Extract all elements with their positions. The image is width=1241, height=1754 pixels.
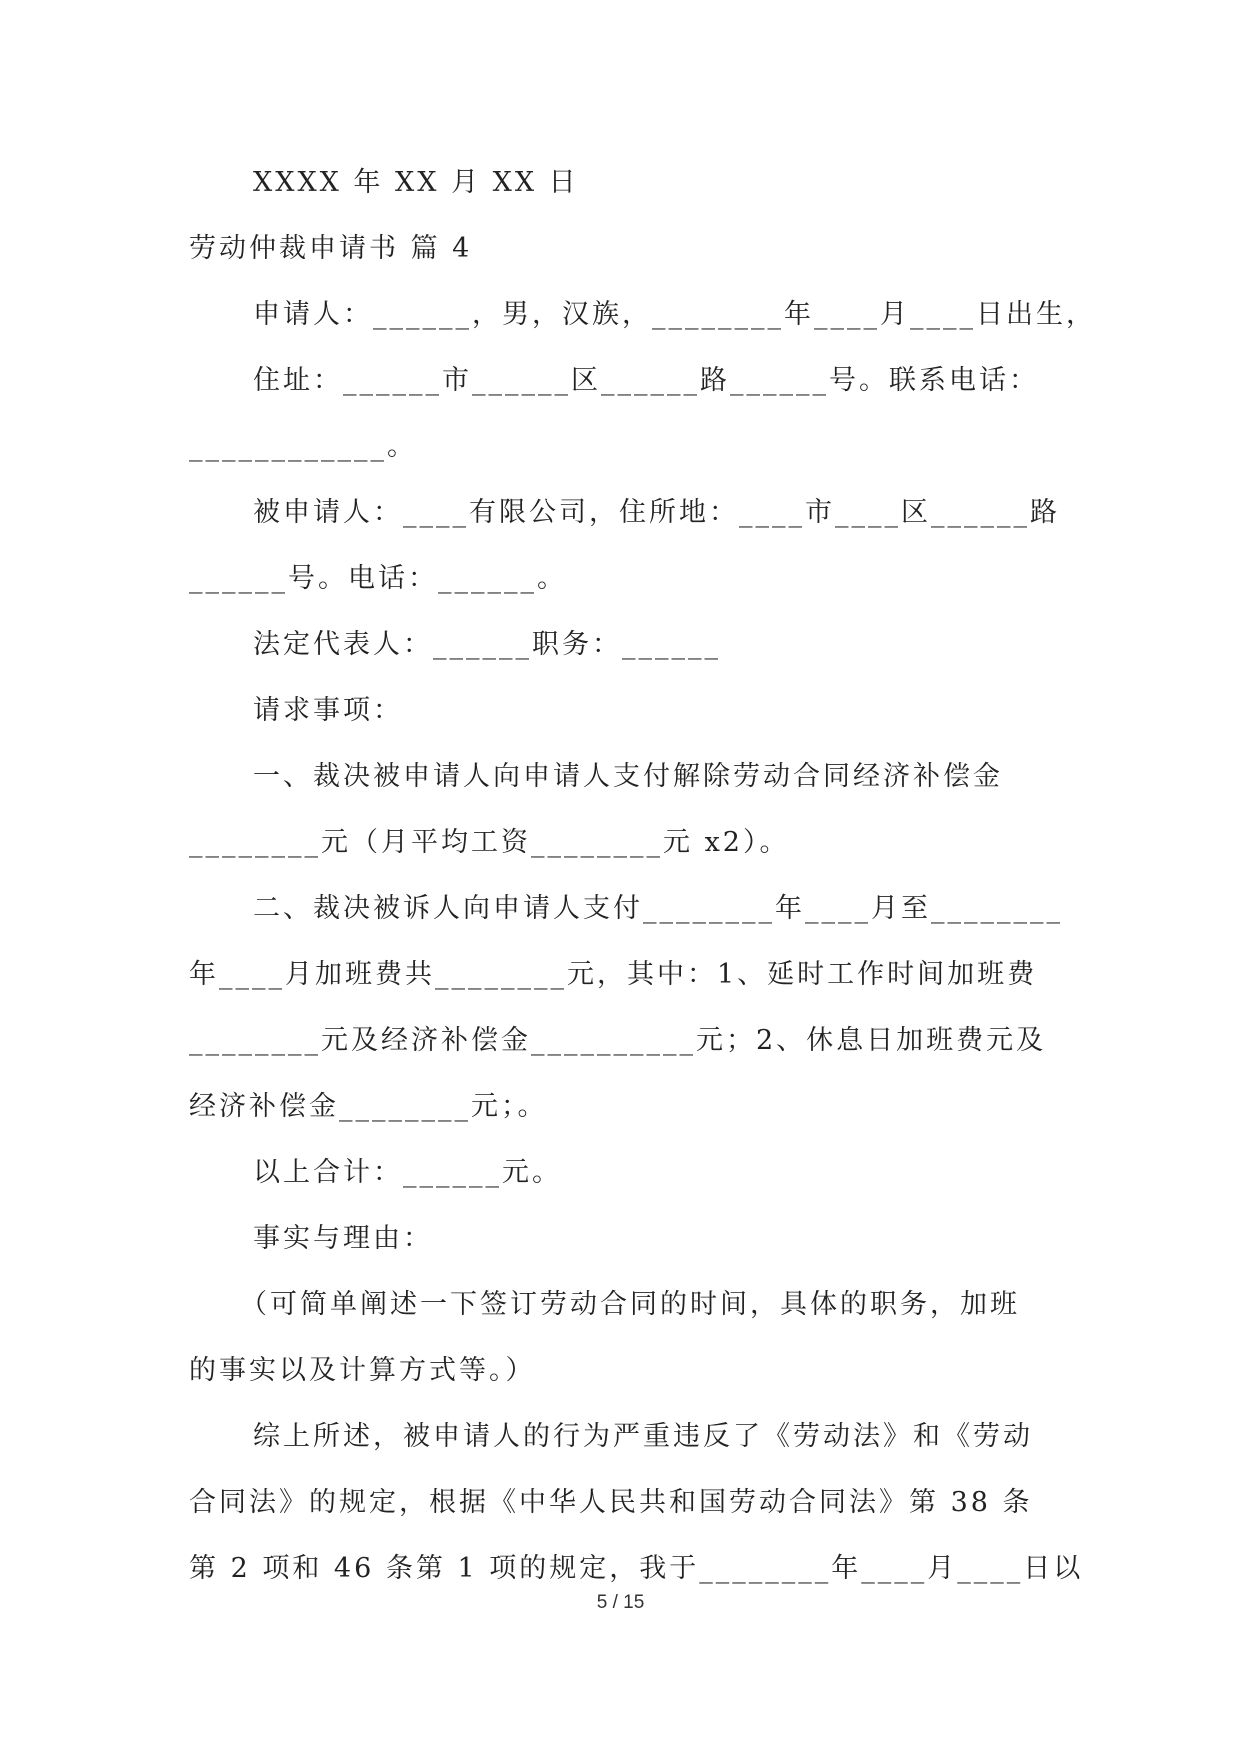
total-line: 以上合计：______元。	[253, 1157, 562, 1188]
date-line: XXXX 年 XX 月 XX 日	[253, 167, 579, 198]
facts-note-line-2: 的事实以及计算方式等。）	[189, 1355, 536, 1386]
claim-one-line-2: ________元（月平均工资________元 x2）。	[189, 827, 790, 858]
page-number: 5 / 15	[596, 1592, 645, 1613]
claim-two-line-2: 年____月加班费共________元，其中：1、延时工作时间加班费	[189, 959, 1038, 990]
claims-heading: 请求事项：	[253, 695, 403, 726]
summary-line-1: 综上所述，被申请人的行为严重违反了《劳动法》和《劳动	[253, 1421, 1033, 1452]
respondent-phone-line: ______号。电话：______。	[189, 563, 567, 594]
summary-line-3: 第 2 项和 46 条第 1 项的规定，我于________年____月____日以	[189, 1553, 1084, 1584]
applicant-line: 申请人：______，男，汉族，________年____月____日出生，	[253, 299, 1096, 330]
claim-two-line-1: 二、裁决被诉人向申请人支付________年____月至________	[253, 893, 1063, 924]
claim-two-line-3: ________元及经济补偿金__________元；2、休息日加班费元及	[189, 1025, 1047, 1056]
claim-two-line-4: 经济补偿金________元；。	[189, 1091, 548, 1122]
facts-heading: 事实与理由：	[253, 1223, 433, 1254]
address-line: 住址：______市______区______路______号。联系电话：	[253, 365, 1039, 396]
summary-line-2: 合同法》的规定，根据《中华人民共和国劳动合同法》第 38 条	[189, 1487, 1033, 1518]
section-title: 劳动仲裁申请书 篇 4	[189, 233, 473, 264]
legal-representative-line: 法定代表人：______职务：______	[253, 629, 721, 660]
respondent-line: 被申请人：____有限公司，住所地：____市____区______路	[253, 497, 1060, 528]
facts-note-line-1: （可简单阐述一下签订劳动合同的时间，具体的职务，加班	[240, 1289, 1020, 1320]
claim-one-line-1: 一、裁决被申请人向申请人支付解除劳动合同经济补偿金	[253, 761, 1003, 792]
phone-blank-line: ____________。	[189, 431, 417, 462]
